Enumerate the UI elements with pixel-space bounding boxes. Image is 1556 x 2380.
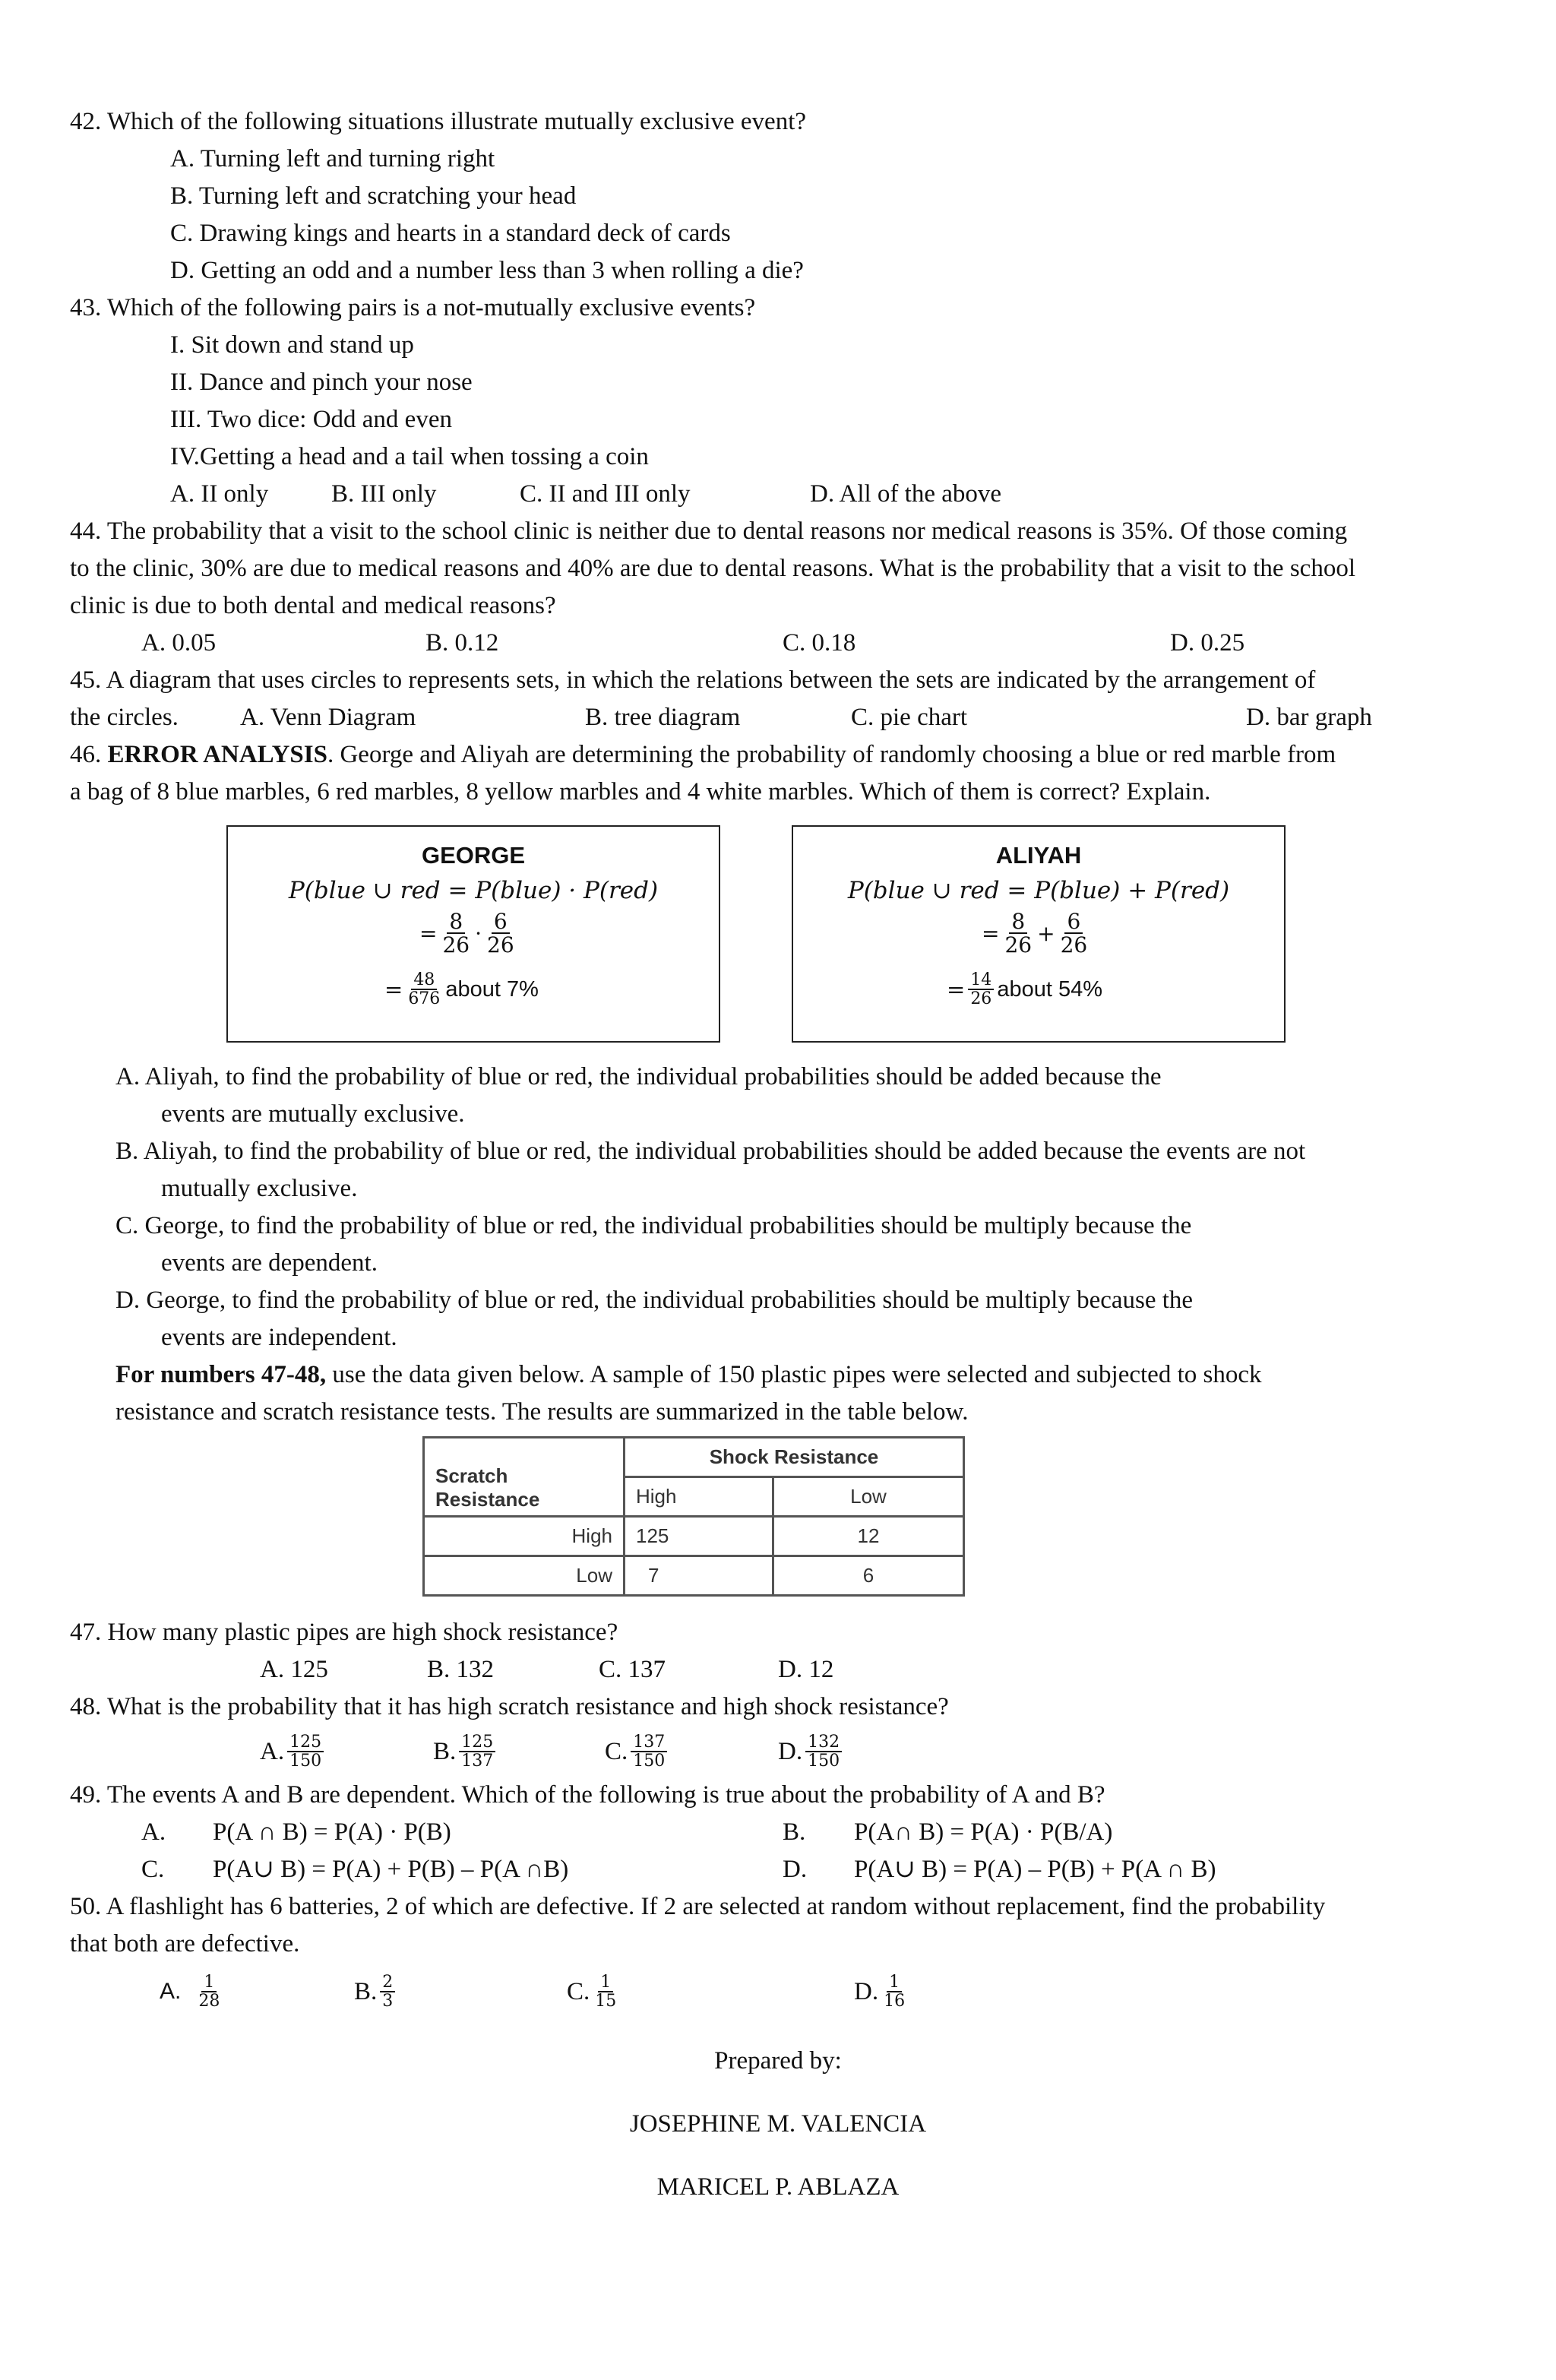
george-frac1-num: 8 bbox=[447, 910, 465, 934]
q50-option-b-fraction bbox=[380, 1973, 395, 2010]
table-cell-high-high: 125 bbox=[625, 1517, 773, 1556]
q46-line-1 bbox=[70, 739, 1336, 770]
q49-option-a: P(A ∩ B) = P(A) · P(B) bbox=[213, 1818, 451, 1846]
q44-option-d: D. 0.25 bbox=[1170, 629, 1245, 657]
q46-option-d-line-2: events are independent. bbox=[161, 1324, 397, 1351]
q46-option-c-line-1: C. George, to find the probability of blue or red, the individual probabilities should be multiply because the bbox=[115, 1212, 1192, 1239]
q43-item-4: IV.Getting a head and a tail when tossing a coin bbox=[170, 443, 649, 470]
aliyah-frac1-den: 26 bbox=[1004, 932, 1033, 958]
q49-option-b-label: B. bbox=[783, 1818, 806, 1846]
q44-line-1: 44. The probability that a visit to the school clinic is neither due to dental reasons nor medical reasons is 35%. Of those coming bbox=[70, 517, 1348, 545]
q50-line-1: 50. A flashlight has 6 batteries, 2 of which are defective. If 2 are selected at random without replacement, find the probability bbox=[70, 1893, 1326, 1920]
q48-a-den: 150 bbox=[289, 1752, 322, 1771]
prepared-by-label: Prepared by: bbox=[714, 2047, 842, 2075]
q48-option-a-fraction bbox=[287, 1733, 324, 1770]
george-step bbox=[419, 910, 520, 957]
george-box bbox=[226, 825, 720, 1043]
q48-c-num: 137 bbox=[631, 1733, 667, 1752]
aliyah-result-num: 14 bbox=[968, 971, 994, 990]
table-row-low: Low bbox=[424, 1556, 625, 1596]
aliyah-result-text: about 54% bbox=[997, 976, 1102, 1002]
q48-option-a-label: A. bbox=[260, 1738, 285, 1765]
q46-option-b-line-2: mutually exclusive. bbox=[161, 1175, 358, 1202]
aliyah-operator: + bbox=[1037, 920, 1055, 946]
table-row-high: High bbox=[424, 1517, 625, 1556]
q50-option-d-label: D. bbox=[854, 1978, 879, 2005]
q50-option-a-label: A. bbox=[160, 1979, 182, 2004]
george-result-num: 48 bbox=[411, 971, 437, 990]
q50-option-b-label: B. bbox=[354, 1978, 378, 2005]
q50-line-2: that both are defective. bbox=[70, 1930, 300, 1957]
q48-option-c-label: C. bbox=[605, 1738, 628, 1765]
table-corner-label: Scratch Resistance bbox=[424, 1438, 625, 1517]
q44-line-2: to the clinic, 30% are due to medical reasons and 40% are due to dental reasons. What is the probability that a visit to the school bbox=[70, 555, 1355, 582]
q50-d-den: 16 bbox=[884, 1992, 906, 2011]
q50-c-num: 1 bbox=[598, 1973, 613, 1992]
q50-option-d-fraction bbox=[881, 1973, 907, 2010]
q42-question: 42. Which of the following situations illustrate mutually exclusive event? bbox=[70, 108, 807, 135]
q47-option-d: D. 12 bbox=[778, 1656, 834, 1683]
q50-option-a-fraction bbox=[196, 1973, 222, 2010]
q4748-intro-line-1 bbox=[115, 1359, 1262, 1390]
george-operator: · bbox=[475, 920, 482, 946]
preparer-name-1: JOSEPHINE M. VALENCIA bbox=[629, 2110, 927, 2138]
q47-option-b: B. 132 bbox=[427, 1656, 495, 1683]
george-result: = $\frac{48}{676}$ about 7% bbox=[384, 970, 539, 1009]
q47-question: 47. How many plastic pipes are high shock resistance? bbox=[70, 1619, 618, 1646]
table-col-low: Low bbox=[773, 1477, 964, 1517]
q48-option-b-fraction bbox=[459, 1733, 495, 1770]
q4748-line-1-rest: use the data given below. A sample of 150 plastic pipes were selected and subjected to shock bbox=[326, 1361, 1262, 1388]
table-group-header: Shock Resistance bbox=[625, 1438, 964, 1477]
q48-option-d-fraction bbox=[805, 1733, 842, 1770]
q48-option-c bbox=[605, 1725, 670, 1778]
aliyah-fraction-1 bbox=[1002, 910, 1034, 957]
q44-line-3: clinic is due to both dental and medical reasons? bbox=[70, 592, 556, 619]
george-equals: = bbox=[419, 920, 438, 946]
aliyah-frac1-num: 8 bbox=[1009, 910, 1027, 934]
q45-option-c: C. pie chart bbox=[851, 704, 968, 731]
q43-option-c: C. II and III only bbox=[520, 480, 691, 508]
preparer-name-2: MARICEL P. ABLAZA bbox=[656, 2173, 900, 2201]
q50-b-den: 3 bbox=[382, 1992, 394, 2011]
q50-option-c bbox=[567, 1965, 621, 2018]
q46-option-c-line-2: events are dependent. bbox=[161, 1249, 378, 1277]
q48-a-num: 125 bbox=[287, 1733, 324, 1752]
george-fraction-1 bbox=[440, 910, 472, 957]
q42-option-b: B. Turning left and scratching your head bbox=[170, 182, 577, 210]
q50-c-den: 15 bbox=[595, 1992, 617, 2011]
q48-d-den: 150 bbox=[808, 1752, 840, 1771]
q48-question: 48. What is the probability that it has high scratch resistance and high shock resistance? bbox=[70, 1693, 949, 1720]
aliyah-formula: P(blue ∪ red = P(blue) + P(red) bbox=[847, 877, 1230, 904]
table-col-high: High bbox=[625, 1477, 773, 1517]
q43-option-d: D. All of the above bbox=[810, 480, 1002, 508]
q50-option-c-label: C. bbox=[567, 1978, 590, 2005]
q49-option-a-label: A. bbox=[141, 1818, 166, 1846]
q4748-bold-label: For numbers 47-48, bbox=[115, 1361, 327, 1388]
aliyah-frac2-den: 26 bbox=[1060, 932, 1088, 958]
table-cell-low-high: 7 bbox=[625, 1556, 773, 1596]
q46-line-2: a bag of 8 blue marbles, 6 red marbles, 8 yellow marbles and 4 white marbles. Which of them is correct? Explain. bbox=[70, 778, 1211, 805]
q47-option-a: A. 125 bbox=[260, 1656, 328, 1683]
q50-a-num: 1 bbox=[201, 1973, 217, 1992]
q46-bold-label: ERROR ANALYSIS bbox=[107, 741, 327, 768]
q45-line-1: 45. A diagram that uses circles to represents sets, in which the relations between the sets are indicated by the arrangement of bbox=[70, 666, 1316, 694]
q50-option-c-fraction bbox=[593, 1973, 618, 2010]
q43-item-2: II. Dance and pinch your nose bbox=[170, 369, 473, 396]
q48-option-b bbox=[433, 1725, 498, 1778]
george-result-text: about 7% bbox=[445, 976, 539, 1002]
george-frac2-num: 6 bbox=[492, 910, 510, 934]
q48-b-den: 137 bbox=[461, 1752, 494, 1771]
aliyah-box bbox=[792, 825, 1286, 1043]
george-result-den: 676 bbox=[408, 989, 441, 1009]
aliyah-frac2-num: 6 bbox=[1064, 910, 1083, 934]
q44-option-c: C. 0.18 bbox=[783, 629, 856, 657]
q48-b-num: 125 bbox=[459, 1733, 495, 1752]
q4748-intro-line-2: resistance and scratch resistance tests. The results are summarized in the table below. bbox=[115, 1398, 969, 1426]
q46-option-a-line-1: A. Aliyah, to find the probability of blue or red, the individual probabilities should be added because the bbox=[115, 1063, 1162, 1090]
aliyah-result-fraction bbox=[968, 971, 994, 1008]
q48-option-b-label: B. bbox=[433, 1738, 457, 1765]
q50-d-num: 1 bbox=[887, 1973, 902, 1992]
q43-option-a: A. II only bbox=[170, 480, 269, 508]
aliyah-result-den: 26 bbox=[970, 989, 992, 1009]
q46-option-d-line-1: D. George, to find the probability of blue or red, the individual probabilities should be multiply because the bbox=[115, 1287, 1194, 1314]
george-result-fraction bbox=[406, 971, 442, 1008]
q48-c-den: 150 bbox=[633, 1752, 666, 1771]
q42-option-c: C. Drawing kings and hearts in a standard deck of cards bbox=[170, 220, 731, 247]
q49-option-c-label: C. bbox=[141, 1856, 165, 1883]
q45-option-d: D. bar graph bbox=[1246, 704, 1372, 731]
q50-b-num: 2 bbox=[380, 1973, 395, 1992]
q48-option-d bbox=[778, 1725, 845, 1778]
q50-a-den: 28 bbox=[198, 1992, 220, 2011]
q49-option-c: P(A∪ B) = P(A) + P(B) – P(A ∩B) bbox=[213, 1856, 569, 1883]
q48-option-c-fraction bbox=[631, 1733, 667, 1770]
resistance-table bbox=[422, 1436, 965, 1597]
q50-option-b bbox=[354, 1965, 398, 2018]
george-title: GEORGE bbox=[421, 842, 526, 869]
q48-d-num: 132 bbox=[805, 1733, 842, 1752]
table-cell-low-low: 6 bbox=[773, 1556, 964, 1596]
george-frac2-den: 26 bbox=[487, 932, 514, 958]
q43-question: 43. Which of the following pairs is a not-mutually exclusive events? bbox=[70, 294, 756, 321]
aliyah-equals: = bbox=[982, 920, 1000, 946]
q44-option-a: A. 0.05 bbox=[141, 629, 217, 657]
aliyah-step bbox=[982, 910, 1093, 957]
aliyah-title: ALIYAH bbox=[995, 842, 1082, 869]
q46-option-b-line-1: B. Aliyah, to find the probability of blue or red, the individual probabilities should be added because the events are not bbox=[115, 1138, 1306, 1165]
q48-option-a bbox=[260, 1725, 327, 1778]
q46-number: 46. bbox=[70, 741, 108, 768]
q49-question: 49. The events A and B are dependent. Which of the following is true about the probability of A and B? bbox=[70, 1781, 1105, 1809]
george-formula: P(blue ∪ red = P(blue) · P(red) bbox=[288, 877, 659, 904]
george-frac1-den: 26 bbox=[442, 932, 470, 958]
q46-line-1-rest: . George and Aliyah are determining the probability of randomly choosing a blue or red marble from bbox=[327, 741, 1336, 768]
q49-option-d: P(A∪ B) = P(A) – P(B) + P(A ∩ B) bbox=[854, 1856, 1216, 1883]
q49-option-d-label: D. bbox=[783, 1856, 808, 1883]
table-cell-high-low: 12 bbox=[773, 1517, 964, 1556]
aliyah-result: = $\frac{14}{26}$ about 54% bbox=[947, 970, 1102, 1009]
q42-option-a: A. Turning left and turning right bbox=[170, 145, 495, 172]
george-fraction-2 bbox=[485, 910, 517, 957]
q42-option-d: D. Getting an odd and a number less than 3 when rolling a die? bbox=[170, 257, 804, 284]
q50-option-a bbox=[160, 1965, 225, 2018]
q44-option-b: B. 0.12 bbox=[425, 629, 499, 657]
q48-option-d-label: D. bbox=[778, 1738, 803, 1765]
q45-option-b: B. tree diagram bbox=[585, 704, 741, 731]
q50-option-d bbox=[854, 1965, 910, 2018]
q43-item-1: I. Sit down and stand up bbox=[170, 331, 414, 359]
aliyah-fraction-2 bbox=[1058, 910, 1090, 957]
q46-option-a-line-2: events are mutually exclusive. bbox=[161, 1100, 465, 1128]
q45-line-2: the circles. bbox=[70, 704, 179, 731]
q43-option-b: B. III only bbox=[331, 480, 437, 508]
q45-option-a: A. Venn Diagram bbox=[240, 704, 416, 731]
q43-item-3: III. Two dice: Odd and even bbox=[170, 406, 452, 433]
q47-option-c: C. 137 bbox=[599, 1656, 666, 1683]
q49-option-b: P(A∩ B) = P(A) · P(B/A) bbox=[854, 1818, 1113, 1846]
